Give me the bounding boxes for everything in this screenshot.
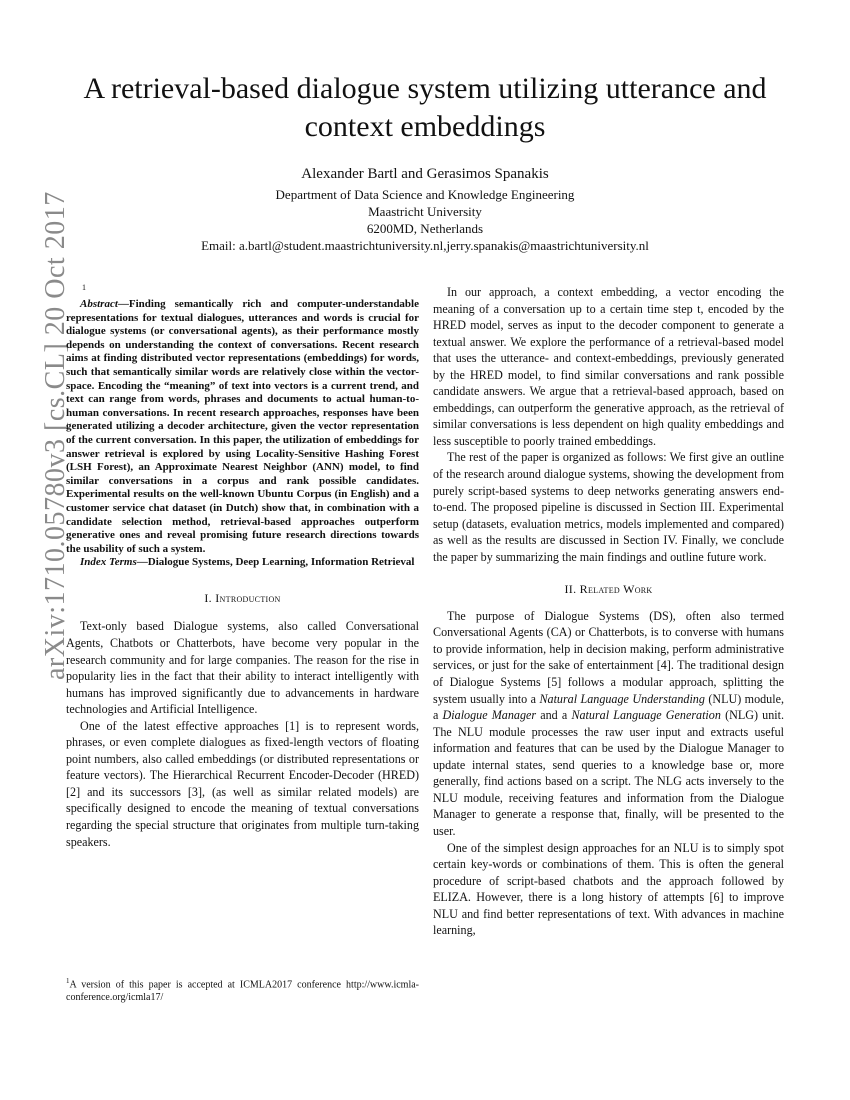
related-p1-part-c: and a — [536, 708, 572, 723]
footnote-mark: 1 — [66, 977, 70, 985]
abstract-label: Abstract — [80, 298, 118, 310]
related-paragraph-2: One of the simplest design approaches for an NLU is to simply spot certain key-words or combinations of them. This is often the general procedure of script-based chatbots and the approach followed by ELIZA. However, there is a long history of attempts [6] to improve NLU and find better representations of text. With advances in machine learning, — [433, 840, 784, 938]
section-heading-related-work: II. Related Work — [564, 582, 653, 597]
related-p1-part-a: The purpose of Dialogue Systems (DS), often also termed Conversational Agents (CA) or Chatterbots, is to converse with humans to provide information, help in decision making, perform administrative services, or just for the sake of entertainment [4]. The traditional design of Dialogue Systems [5] follows a modular approach, splitting the system usually into a — [433, 608, 784, 706]
right-paragraph-1: In our approach, a context embedding, a vector encoding the meaning of a conversation up to a certain time step t, encoded by the HRED model, serves as input to the decoder component to generate a textual answer. We explore the performance of a retrieval-based model that uses the utterance- and context-embeddings, previously generated by the HRED model, to find similar conversations and rank possible candidate answers. We argue that a retrieval-based approach, based on embeddings, can outperform the generative approach, as the retrieval of similar conversations is less dependent on high quality embeddings and less susceptible to poorly trained embeddings. — [433, 285, 784, 448]
affiliation-university: Maastricht University — [368, 204, 482, 219]
footnote-text: A version of this paper is accepted at ICMLA2017 conference http://www.icmla-conference.org/icmla17/ — [66, 979, 419, 1004]
authors: Alexander Bartl and Gerasimos Spanakis — [301, 166, 549, 182]
affiliation-email: Email: a.bartl@student.maastrichtuniversity.nl,jerry.spanakis@maastrichtuniversity.nl — [201, 238, 649, 253]
intro-paragraph-1: Text-only based Dialogue systems, also called Conversational Agents, Chatbots or Chatterbots, have become very popular in the research community and for large companies. The reason for the rise in popularity lies in the fact that their ability to interact intelligently with humans has improved significantly due to advancements in hardware technologies and Artificial Intelligence. — [66, 619, 419, 717]
footnote — [66, 975, 419, 1004]
index-terms-label: Index Terms — [80, 556, 137, 569]
related-p1-nlg: Natural Language Generation — [571, 708, 721, 723]
affiliation-city: 6200MD, Netherlands — [366, 221, 484, 236]
affiliation-dept: Department of Data Science and Knowledge Engineering — [275, 187, 575, 202]
related-p1-nlu: Natural Language Understanding — [539, 691, 705, 706]
related-p1-part-d: (NLG) unit. The NLU module processes the raw user input and extracts useful information and features that can be used by the Dialogue Manager to update internal states, send queries to a knowledge base or, more generally, find actions based on a script. The NLG acts inversely to the NLU module, receiving features and information from the Dialogue Manager to generate a response that, finally, will be presented to the user. — [433, 708, 784, 838]
right-column — [433, 284, 784, 939]
related-p1-part-b: (NLU) module, a — [433, 691, 784, 723]
index-terms-text: —Dialogue Systems, Deep Learning, Information Retrieval — [136, 556, 415, 569]
related-paragraph-1 — [433, 608, 784, 840]
left-column — [66, 298, 419, 850]
abstract-text: —Finding semantically rich and computer-understandable representations for textual dialogues, utterances and words is crucial for dialogue systems (or conversational agents), as their performance mostly depends on understanding the context of conversations. Recent research aims at finding distributed vector representations (embeddings) for words, such that semantically similar words are relatively close within the vector-space. Encoding the “meaning” of text into vectors is a current trend, and text can range from words, phrases and documents to actual human-to-human conversations. In recent research approaches, responses have been generated utilizing a decoder architecture, given the vector representation of the current conversation. In this paper, the utilization of embeddings for answer retrieval is explored by using Locality-Sensitive Hashing Forest (LSH Forest), an Approximate Nearest Neighbor (ANN) model, to find similar conversations in a corpus and rank possible candidates. Experimental results on the well-known Ubuntu Corpus (in English) and a customer service chat dataset (in Dutch) show that, in combination with a candidate selection method, retrieval-based approaches outperform generative ones and reveal promising future research directions towards the usability of such a system. — [66, 298, 419, 555]
footnote-marker: 1 — [82, 283, 86, 292]
abstract — [66, 298, 419, 556]
intro-paragraph-2: One of the latest effective approaches [1] is to represent words, phrases, or even complete dialogues as fixed-length vectors of floating point numbers, also called embeddings (or distributed representations or feature vectors). The Hierarchical Recurrent Encoder-Decoder (HRED) [2] and its successors [3], (as well as similar related models) are specifically designed to encode the meaning of textual conversations regarding the special structure that originates from multiple turn-taking speakers. — [66, 718, 419, 849]
arxiv-watermark: arXiv:1710.05780v3 [cs.CL] 20 Oct 2017 — [40, 191, 71, 680]
related-p1-dm: Dialogue Manager — [442, 708, 537, 723]
index-terms — [66, 556, 419, 570]
right-paragraph-2: The rest of the paper is organized as follows: We first give an outline of the research around dialogue systems, showing the development from purely script-based systems to deep networks generating answers end-to-end. The proposed pipeline is discussed in Section III. Experimental setup (datasets, evaluation metrics, models implemented and compared) as well as the results are discussed in Section IV. Finally, we conclude the paper by summarizing the main findings and outline future work. — [433, 450, 784, 564]
section-heading-introduction: I. Introduction — [204, 590, 281, 605]
paper-title: A retrieval-based dialogue system utilizing utterance and context embeddings — [83, 72, 767, 143]
